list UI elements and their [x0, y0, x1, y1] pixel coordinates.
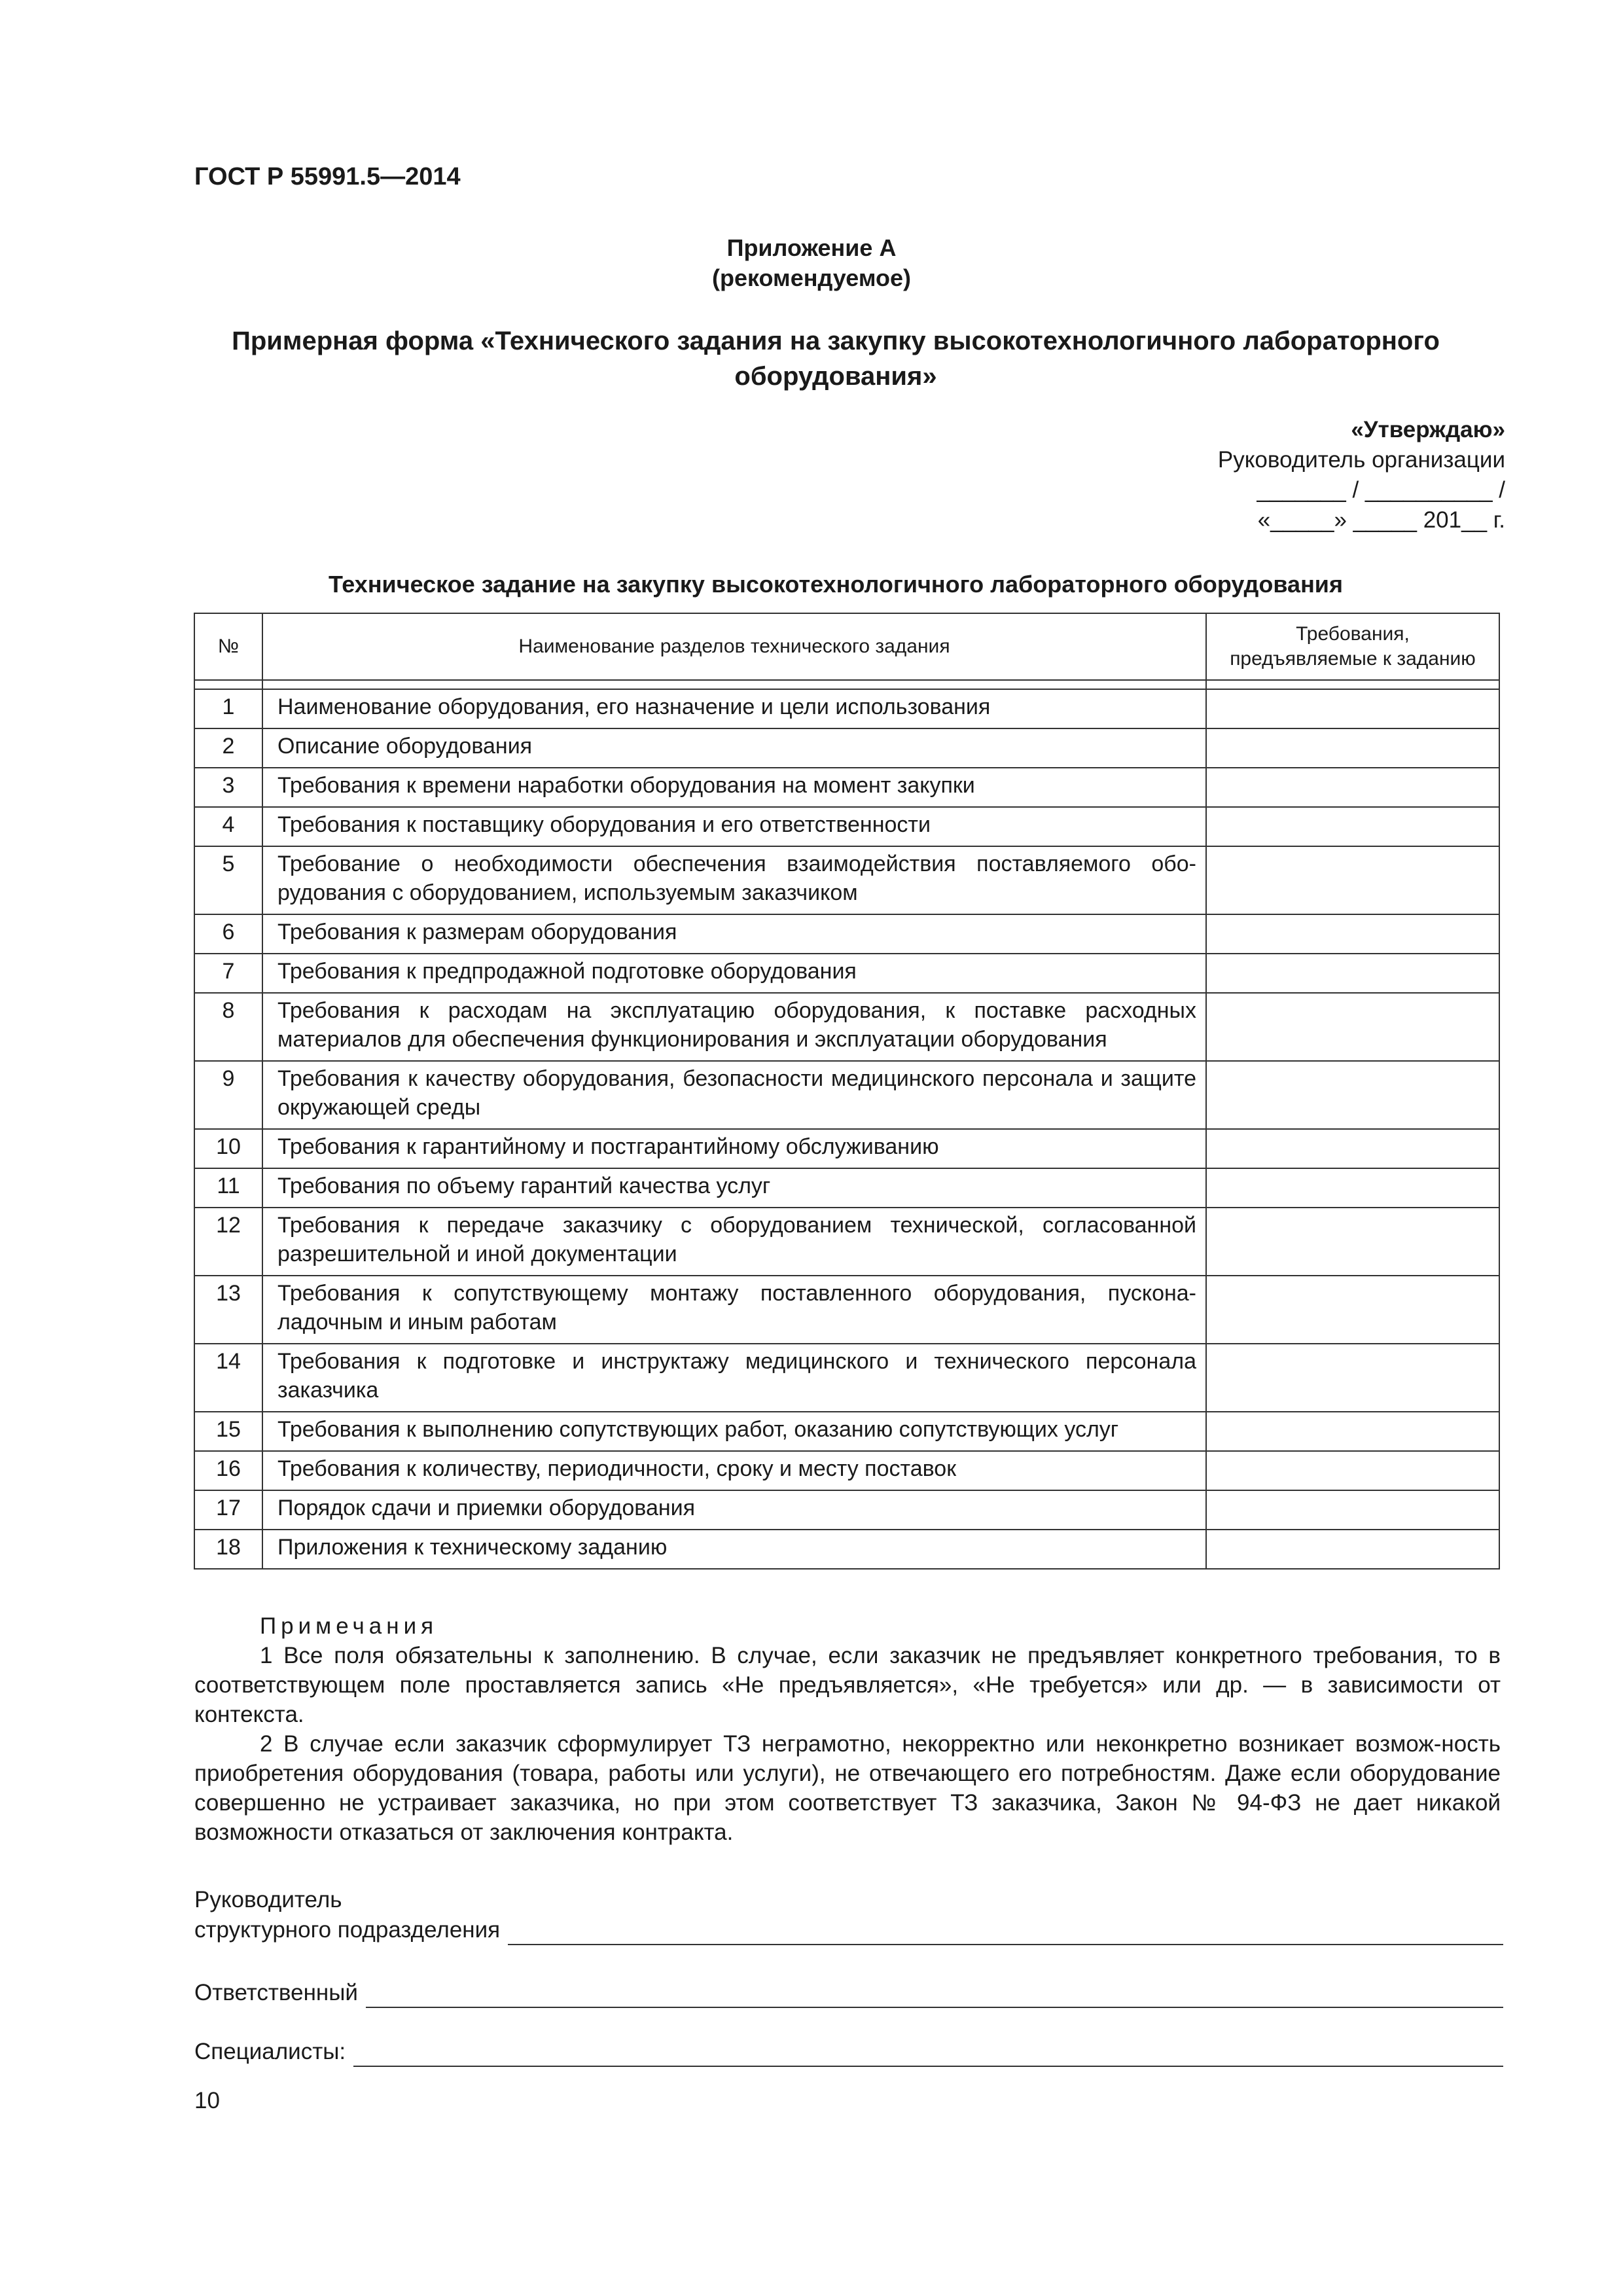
- row-number: 17: [194, 1490, 262, 1530]
- form-title: [194, 323, 1477, 394]
- table-row: [194, 1412, 1499, 1451]
- row-section-name: Описание оборудования: [262, 728, 1206, 768]
- signature-head-line1: Руководитель: [194, 1887, 342, 1912]
- row-requirement-cell[interactable]: [1206, 1344, 1499, 1412]
- page-number: 10: [194, 2088, 220, 2113]
- row-number: 1: [194, 689, 262, 728]
- table-row: [194, 1276, 1499, 1344]
- row-section-name: Требования к времени наработки оборудования на момент закупки: [262, 768, 1206, 807]
- row-number: 6: [194, 914, 262, 954]
- signature-specialists-label: Специалисты:: [194, 2039, 346, 2064]
- row-section-name: Требования к размерам оборудования: [262, 914, 1206, 954]
- row-requirement-cell[interactable]: [1206, 728, 1499, 768]
- header-separator: [194, 680, 1499, 689]
- row-requirement-cell[interactable]: [1206, 1490, 1499, 1530]
- table-header-row: [194, 613, 1499, 680]
- approval-role: Руководитель организации: [1217, 447, 1505, 473]
- header-requirements: [1206, 613, 1499, 680]
- table-row: [194, 1168, 1499, 1208]
- row-section-name: Порядок сдачи и приемки оборудования: [262, 1490, 1206, 1530]
- row-requirement-cell[interactable]: [1206, 846, 1499, 914]
- approval-label: «Утверждаю»: [1351, 417, 1505, 442]
- table-row: [194, 768, 1499, 807]
- table-row: [194, 993, 1499, 1061]
- row-number: 18: [194, 1530, 262, 1569]
- signature-specialists-field[interactable]: [353, 2042, 1503, 2067]
- row-requirement-cell[interactable]: [1206, 1276, 1499, 1344]
- row-requirement-cell[interactable]: [1206, 689, 1499, 728]
- table-row: [194, 728, 1499, 768]
- form-title-line1: Примерная форма «Технического задания на закупку высокотехнологичного лабораторного: [232, 327, 1440, 355]
- row-requirement-cell[interactable]: [1206, 1530, 1499, 1569]
- row-number: 12: [194, 1208, 262, 1276]
- form-title-line2: оборудования»: [734, 362, 937, 391]
- row-number: 4: [194, 807, 262, 846]
- header-requirements-line1: Требования,: [1296, 623, 1410, 645]
- row-requirement-cell[interactable]: [1206, 807, 1499, 846]
- table-row: [194, 1129, 1499, 1168]
- table-row: [194, 807, 1499, 846]
- row-requirement-cell[interactable]: [1206, 993, 1499, 1061]
- row-requirement-cell[interactable]: [1206, 1412, 1499, 1451]
- approval-sign-line: _______ / __________ /: [1257, 477, 1505, 503]
- signature-responsible-label: Ответственный: [194, 1980, 358, 2005]
- appendix-title: Приложение А: [726, 234, 897, 261]
- row-section-name: Требования к гарантийному и постгарантийному обслуживанию: [262, 1129, 1206, 1168]
- appendix-status: (рекомендуемое): [712, 264, 911, 291]
- row-requirement-cell[interactable]: [1206, 1168, 1499, 1208]
- table-row: [194, 1344, 1499, 1412]
- row-number: 3: [194, 768, 262, 807]
- row-section-name: Требования к передаче заказчику с оборудованием технической, согласованной разрешительной и иной документации: [262, 1208, 1206, 1276]
- notes-block: [194, 1611, 1501, 1847]
- row-section-name: Наименование оборудования, его назначение и цели использования: [262, 689, 1206, 728]
- row-number: 14: [194, 1344, 262, 1412]
- row-section-name: Требования к количеству, периодичности, сроку и месту поставок: [262, 1451, 1206, 1490]
- signature-head: [194, 1885, 1503, 1945]
- table-row: [194, 1451, 1499, 1490]
- document-code: ГОСТ Р 55991.5—2014: [194, 163, 461, 190]
- row-section-name: Требования к предпродажной подготовке оборудования: [262, 954, 1206, 993]
- row-number: 13: [194, 1276, 262, 1344]
- notes-heading: Примечания: [260, 1613, 438, 1639]
- row-section-name: Требования к поставщику оборудования и его ответственности: [262, 807, 1206, 846]
- approval-block: [1113, 415, 1505, 535]
- row-number: 8: [194, 993, 262, 1061]
- note-2: 2 В случае если заказчик сформулирует ТЗ неграмотно, некорректно или неконкретно возникает возмож-ность приобретения оборудования (товара, работы или услуги), не отвечающего его потребностям. Даже если оборудование совершенно не устраивает заказчика, но при этом соответствует ТЗ заказчика, Закон № 94-ФЗ не дает никакой возможности отказаться от заключения контракта.: [194, 1731, 1501, 1845]
- signature-specialists: [194, 2037, 1503, 2067]
- approval-date-line: «_____» _____ 201__ г.: [1257, 507, 1505, 533]
- header-requirements-line2: предъявляемые к заданию: [1230, 648, 1476, 670]
- table-row: [194, 954, 1499, 993]
- row-section-name: Требование о необходимости обеспечения взаимодействия поставляемого обо-рудования с оборудованием, используемым заказчиком: [262, 846, 1206, 914]
- table-row: [194, 1061, 1499, 1129]
- row-section-name: Требования к сопутствующему монтажу поставленного оборудования, пускона-ладочным и иным работам: [262, 1276, 1206, 1344]
- table-row: [194, 846, 1499, 914]
- signature-head-line2: структурного подразделения: [194, 1917, 501, 1943]
- signature-head-field[interactable]: [508, 1920, 1503, 1945]
- header-section-name: Наименование разделов технического задания: [262, 613, 1206, 680]
- row-requirement-cell[interactable]: [1206, 1208, 1499, 1276]
- row-requirement-cell[interactable]: [1206, 914, 1499, 954]
- table-title: Техническое задание на закупку высокотехнологичного лабораторного оборудования: [329, 571, 1343, 598]
- signature-responsible: [194, 1978, 1503, 2008]
- table-row: [194, 914, 1499, 954]
- requirements-table: [194, 613, 1500, 1570]
- header-number: №: [194, 613, 262, 680]
- row-number: 2: [194, 728, 262, 768]
- row-number: 9: [194, 1061, 262, 1129]
- row-number: 10: [194, 1129, 262, 1168]
- row-number: 15: [194, 1412, 262, 1451]
- row-requirement-cell[interactable]: [1206, 1061, 1499, 1129]
- row-number: 11: [194, 1168, 262, 1208]
- table-row: [194, 1490, 1499, 1530]
- row-number: 16: [194, 1451, 262, 1490]
- row-requirement-cell[interactable]: [1206, 1129, 1499, 1168]
- note-1: 1 Все поля обязательны к заполнению. В случае, если заказчик не предъявляет конкретного требования, то в соответствующем поле проставляется запись «Не предъявляется», «Не требуется» или др. — в зависимости от контекста.: [194, 1643, 1501, 1727]
- row-section-name: Требования к выполнению сопутствующих работ, оказанию сопутствующих услуг: [262, 1412, 1206, 1451]
- row-requirement-cell[interactable]: [1206, 1451, 1499, 1490]
- table-row: [194, 689, 1499, 728]
- row-requirement-cell[interactable]: [1206, 954, 1499, 993]
- row-number: 5: [194, 846, 262, 914]
- signature-responsible-field[interactable]: [366, 1983, 1503, 2008]
- table-row: [194, 1530, 1499, 1569]
- row-section-name: Требования к подготовке и инструктажу медицинского и технического персонала заказчика: [262, 1344, 1206, 1412]
- table-row: [194, 1208, 1499, 1276]
- row-requirement-cell[interactable]: [1206, 768, 1499, 807]
- row-number: 7: [194, 954, 262, 993]
- row-section-name: Требования к расходам на эксплуатацию оборудования, к поставке расходных материалов для обеспечения функционирования и эксплуатации оборудования: [262, 993, 1206, 1061]
- row-section-name: Приложения к техническому заданию: [262, 1530, 1206, 1569]
- row-section-name: Требования по объему гарантий качества услуг: [262, 1168, 1206, 1208]
- appendix-heading: [0, 233, 1623, 293]
- row-section-name: Требования к качеству оборудования, безопасности медицинского персонала и защите окружающей среды: [262, 1061, 1206, 1129]
